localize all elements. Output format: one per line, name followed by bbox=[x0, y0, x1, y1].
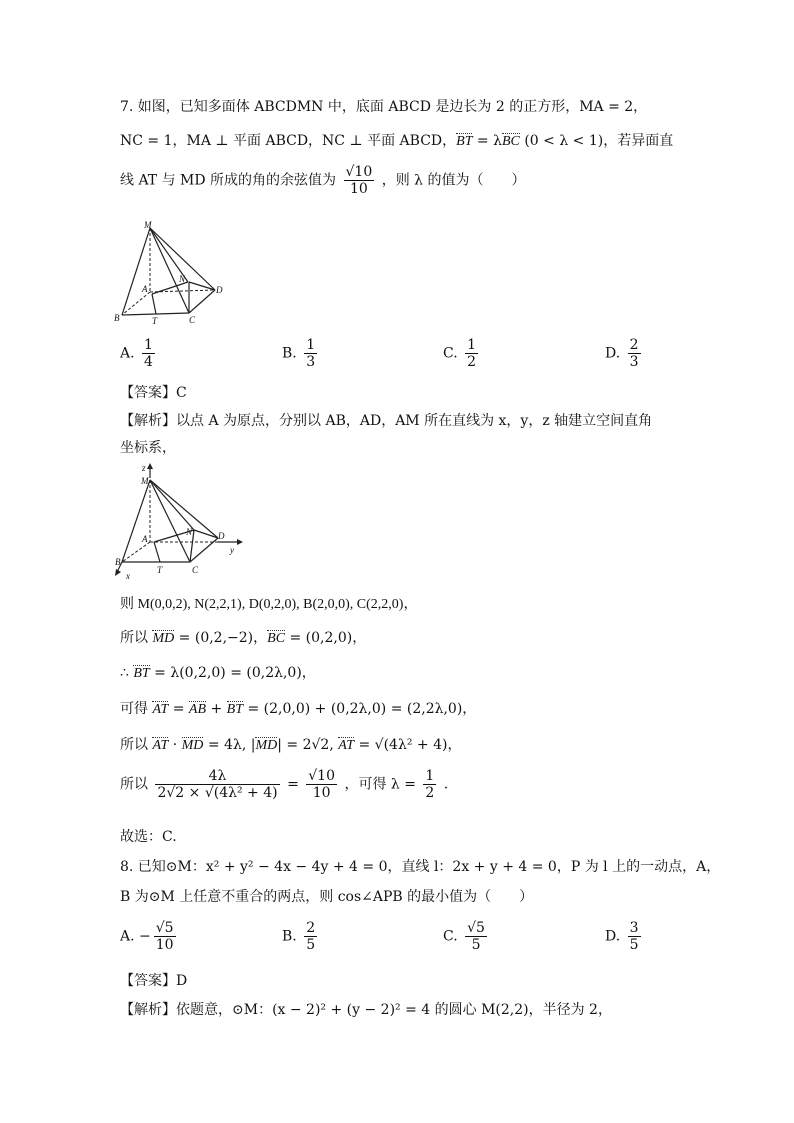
vector-md: MD bbox=[255, 738, 278, 753]
s6-num3: 1 bbox=[425, 768, 435, 784]
option-label: D. bbox=[605, 345, 621, 362]
vector-ab: AB bbox=[188, 702, 207, 717]
q7-line2-b: (0 < λ < 1)，若异面直 bbox=[519, 133, 674, 149]
fig2-label-d: D bbox=[218, 531, 225, 541]
solution-step-1: 则 M(0,0,2), N(2,2,1), D(0,2,0), B(2,0,0), C(2,2,0)， bbox=[120, 597, 418, 612]
vector-md: MD bbox=[181, 738, 204, 753]
option-label: C. bbox=[443, 345, 458, 362]
fig2-label-a: A bbox=[142, 534, 148, 544]
vector-bt: BT bbox=[456, 134, 473, 149]
option-den: 5 bbox=[471, 937, 481, 953]
vector-bt: BT bbox=[226, 702, 244, 717]
option-num: 2 bbox=[306, 920, 316, 936]
vector-md: MD bbox=[152, 631, 175, 646]
s5e: = √(4λ² + 4)， bbox=[354, 737, 462, 753]
cosine-fraction bbox=[344, 164, 375, 197]
s6c: . bbox=[443, 776, 449, 793]
option-label: B. bbox=[282, 345, 297, 362]
solution-step-2 bbox=[120, 627, 366, 647]
s2b: = (0,2,−2)， bbox=[174, 630, 268, 646]
option-label: B. bbox=[282, 928, 297, 945]
s4c: + bbox=[206, 701, 227, 717]
option-den: 10 bbox=[155, 937, 174, 953]
option-den: 3 bbox=[629, 354, 639, 370]
s3b: = λ(0,2,0) = (0,2λ,0)， bbox=[149, 665, 316, 681]
vector-bc: BC bbox=[267, 631, 286, 646]
q7-line2-a: NC = 1，MA ⊥ 平面 ABCD，NC ⊥ 平面 ABCD， bbox=[120, 133, 457, 149]
option-den: 5 bbox=[306, 937, 316, 953]
s5c: = 4λ, | bbox=[203, 737, 256, 753]
cosine-den: 10 bbox=[349, 181, 368, 197]
fig2-label-y: y bbox=[230, 545, 234, 555]
q8-line1: 8. 已知⊙M：x² + y² − 4x − 4y + 4 = 0，直线 l：2x + y + 4 = 0，P 为 l 上的一动点，A， bbox=[120, 859, 721, 875]
fig1-label-a: A bbox=[142, 284, 148, 294]
s6-num: 4λ bbox=[155, 768, 279, 785]
q7-line2 bbox=[120, 130, 673, 150]
q8-option-b bbox=[282, 920, 320, 953]
cosine-num: √10 bbox=[345, 164, 373, 180]
q8-analysis: 【解析】依题意，⊙M：(x − 2)² + (y − 2)² = 4 的圆心 M(2,2)，半径为 2， bbox=[120, 1002, 612, 1018]
option-num: 1 bbox=[467, 337, 477, 353]
q7-option-c bbox=[443, 337, 481, 370]
coordinate-figure bbox=[112, 462, 252, 580]
q7-option-d bbox=[605, 337, 644, 370]
s6-den3: 2 bbox=[425, 785, 435, 801]
option-label: A. bbox=[120, 345, 135, 362]
option-den: 3 bbox=[306, 354, 316, 370]
fig2-label-x: x bbox=[126, 571, 130, 580]
q7-choose: 故选：C. bbox=[120, 829, 177, 845]
solution-step-3 bbox=[120, 662, 316, 682]
option-label: C. bbox=[443, 928, 458, 945]
option-sign: − bbox=[139, 928, 151, 945]
s4a: 可得 bbox=[120, 701, 153, 717]
q8-option-d bbox=[605, 920, 644, 953]
s6-eq: = bbox=[287, 776, 299, 793]
q7-analysis-line2: 坐标系， bbox=[120, 440, 176, 456]
q7-line3 bbox=[120, 164, 525, 197]
q8-line2: B 为⊙M 上任意不重合的两点，则 cos∠APB 的最小值为（ ） bbox=[120, 889, 534, 905]
s3a: ∴ bbox=[120, 665, 134, 681]
fig2-label-b: B bbox=[115, 557, 121, 567]
fig2-label-c: C bbox=[192, 565, 199, 575]
s4b: = bbox=[168, 701, 189, 717]
q7-option-a bbox=[120, 337, 158, 370]
vector-at: AT bbox=[152, 702, 169, 717]
fig2-label-m: M bbox=[141, 476, 149, 486]
option-num: √5 bbox=[155, 920, 174, 936]
fig1-label-t: T bbox=[152, 316, 158, 325]
solution-step-4 bbox=[120, 698, 476, 718]
s6-den2: 10 bbox=[312, 785, 331, 801]
q7-analysis-line1: 【解析】以点 A 为原点，分别以 AB，AD，AM 所在直线为 x，y，z 轴建立空间直角 bbox=[120, 413, 653, 429]
option-num: 3 bbox=[629, 920, 639, 936]
fig1-label-c: C bbox=[189, 315, 196, 325]
fig2-label-n: N bbox=[186, 527, 193, 537]
q8-option-c bbox=[443, 920, 490, 953]
q7-option-b bbox=[282, 337, 320, 370]
q7-answer: 【答案】C bbox=[120, 385, 187, 401]
vector-bc: BC bbox=[502, 134, 520, 149]
vector-at: AT bbox=[152, 738, 169, 753]
option-label: D. bbox=[605, 928, 621, 945]
option-den: 4 bbox=[144, 354, 153, 370]
fig2-label-t: T bbox=[157, 565, 163, 575]
option-label: A. bbox=[120, 928, 135, 945]
option-den: 2 bbox=[467, 354, 477, 370]
fig2-label-z: z bbox=[142, 463, 146, 473]
q8-option-a bbox=[120, 920, 179, 953]
s6b: ，可得 λ = bbox=[344, 776, 416, 793]
s4d: = (2,0,0) + (0,2λ,0) = (2,2λ,0)， bbox=[243, 701, 477, 717]
q8-answer: 【答案】D bbox=[120, 973, 188, 989]
option-den: 5 bbox=[629, 937, 639, 953]
s5a: 所以 bbox=[120, 737, 153, 753]
solution-step-5 bbox=[120, 734, 461, 754]
option-num: 1 bbox=[144, 337, 153, 353]
s2c: = (0,2,0)， bbox=[285, 630, 367, 646]
s5d: | = 2√2, bbox=[277, 737, 339, 753]
fig1-label-n: N bbox=[179, 274, 186, 284]
option-num: 1 bbox=[306, 337, 316, 353]
q7-line3-b: ，则 λ 的值为（ ） bbox=[381, 172, 526, 189]
vector-bt: BT bbox=[133, 666, 150, 681]
vector-at: AT bbox=[338, 738, 355, 753]
s5b: · bbox=[168, 737, 182, 753]
q7-line1: 7. 如图，已知多面体 ABCDMN 中，底面 ABCD 是边长为 2 的正方形，MA = 2， bbox=[120, 99, 648, 115]
s6-den: 2√2 × √(4λ² + 4) bbox=[157, 785, 278, 801]
s2a: 所以 bbox=[120, 630, 153, 646]
fig1-label-b: B bbox=[114, 313, 120, 323]
q7-line3-a: 线 AT 与 MD 所成的角的余弦值为 bbox=[120, 172, 337, 189]
q7-line2-mid: = λ bbox=[472, 133, 502, 149]
solution-step-6 bbox=[120, 768, 448, 801]
s6-num2: √10 bbox=[308, 768, 335, 784]
polyhedron-figure bbox=[112, 220, 230, 325]
option-num: 2 bbox=[629, 337, 639, 353]
s6a: 所以 bbox=[120, 776, 148, 793]
fig1-label-m: M bbox=[144, 220, 152, 230]
fig1-label-d: D bbox=[216, 285, 223, 295]
option-num: √5 bbox=[467, 920, 485, 936]
